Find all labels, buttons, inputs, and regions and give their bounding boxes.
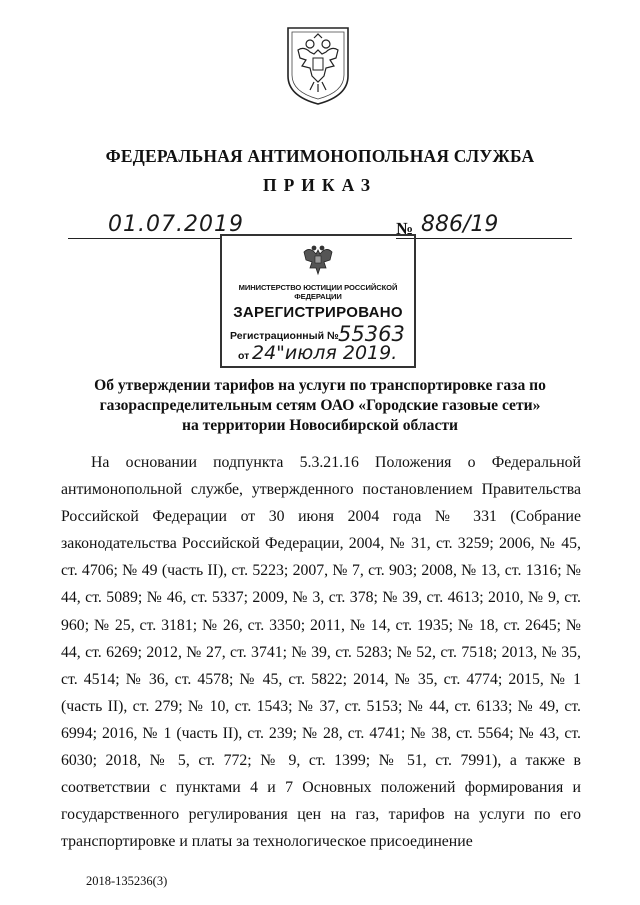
- registration-stamp: [220, 234, 416, 368]
- coat-of-arms-icon: [284, 24, 352, 106]
- order-body-paragraph: На основании подпункта 5.3.21.16 Положения о Федеральной антимонопольной службе, утвержденного постановлением Правительства Российской Федерации от 30 июня 2004 года № 331 (Собрание законодательства Российской Федерации, 2004, № 31, ст. 3259; 2006, № 45, ст. 4706; № 49 (часть II), ст. 5223; 2007, № 7, ст. 903; 2008, № 13, ст. 1316; № 44, ст. 5089; № 46, ст. 5337; 2009, № 3, ст. 378; № 39, ст. 4613; 2010, № 9, ст. 960; № 25, ст. 3181; № 26, ст. 3350; 2011, № 14, ст. 1935; № 18, ст. 2645; № 44, ст. 6269; 2012, № 27, ст. 3741; № 39, ст. 5283; № 52, ст. 7518; 2013, № 35, ст. 4514; № 36, ст. 4578; № 45, ст. 5822; 2014, № 35, ст. 4774; 2015, № 1 (часть II), ст. 279; № 10, ст. 1543; № 37, ст. 5153; № 44, ст. 6133; № 49, ст. 6994; 2016, № 1 (часть II), ст. 239; № 28, ст. 4741; № 38, ст. 5564; № 43, ст. 6030; 2018, № 5, ст. 772; № 9, ст. 1399; № 51, ст. 7991), а также в соответствии с пунктами 4 и 7 Основных положений формирования и государственного регулирования цен на газ, тарифов на услуги по его транспортировке и платы за технологическое присоединение: [61, 454, 581, 851]
- order-number: 886/19: [421, 212, 499, 237]
- stamp-status: ЗАРЕГИСТРИРОВАНО: [233, 304, 403, 321]
- number-sign: №: [396, 219, 414, 238]
- stamp-reg-date: 24"июля 2019.: [252, 342, 398, 364]
- document-type: ПРИКАЗ: [262, 175, 378, 195]
- date-underline: [68, 238, 220, 239]
- number-underline: [396, 238, 572, 239]
- stamp-from-label: от: [238, 350, 250, 362]
- document-code: 2018-135236(3): [86, 874, 168, 888]
- stamp-reg-number: 55363: [338, 322, 405, 346]
- stamp-eagle-icon: [300, 242, 336, 276]
- order-title: Об утверждении тарифов на услуги по транспортировке газа по газораспределительным сетям ОАО «Городские газовые сети» на территории Новосибирской области: [94, 377, 546, 434]
- order-date: 01.07.2019: [108, 212, 244, 237]
- stamp-reg-label: Регистрационный №: [230, 330, 339, 342]
- stamp-ministry: МИНИСТЕРСТВО ЮСТИЦИИ РОССИЙСКОЙ ФЕДЕРАЦИИ: [238, 283, 398, 301]
- agency-name: ФЕДЕРАЛЬНАЯ АНТИМОНОПОЛЬНАЯ СЛУЖБА: [105, 146, 535, 166]
